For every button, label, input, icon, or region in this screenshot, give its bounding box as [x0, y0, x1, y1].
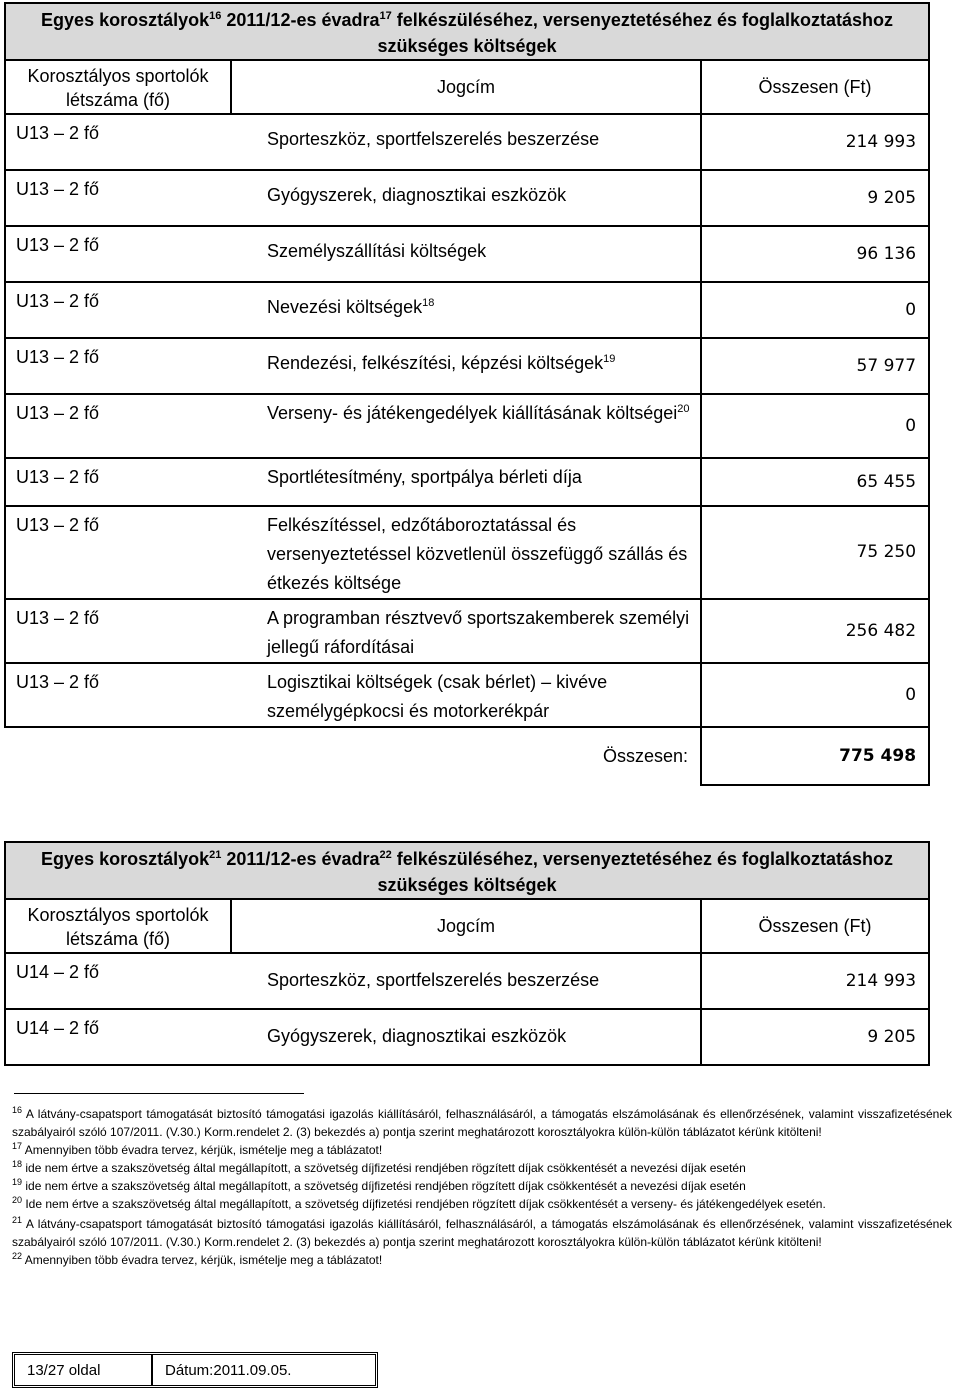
- row-jogcim: [231, 506, 701, 599]
- row-jogcim: [231, 170, 701, 226]
- row-jogcim-text: Gyógyszerek, diagnosztikai eszközök: [267, 1026, 567, 1046]
- row-total: 57 977: [701, 338, 929, 394]
- row-jogcim: [231, 1009, 701, 1065]
- footnote: [12, 1105, 952, 1141]
- row-jogcim: [231, 282, 701, 338]
- row-total: 256 482: [701, 599, 929, 663]
- table-row: [5, 226, 929, 282]
- row-jogcim-text: Sporteszköz, sportfelszerelés beszerzése: [267, 129, 600, 149]
- row-jogcim: [231, 458, 701, 506]
- row-category: U13 – 2 fő: [5, 338, 231, 394]
- row-category: U13 – 2 fő: [5, 282, 231, 338]
- row-category: U13 – 2 fő: [5, 506, 231, 599]
- row-jogcim: [231, 226, 701, 282]
- table-row: [5, 663, 929, 727]
- row-jogcim-text: Nevezési költségek: [267, 297, 423, 317]
- row-footnote-ref: 18: [422, 297, 435, 309]
- row-total: 96 136: [701, 226, 929, 282]
- row-category: U13 – 2 fő: [5, 599, 231, 663]
- row-jogcim: [231, 394, 701, 458]
- header-category: Korosztályos sportolók létszáma (fő): [5, 899, 231, 953]
- row-jogcim-text: Személyszállítási költségek: [267, 241, 487, 261]
- row-category: U14 – 2 fő: [5, 1009, 231, 1065]
- row-category: U13 – 2 fő: [5, 663, 231, 727]
- footnote-number: 19: [12, 1177, 23, 1187]
- footnote-text: Amennyiben több évadra tervez, kérjük, ismételje meg a táblázatot!: [22, 1253, 383, 1267]
- row-jogcim-text: Sportlétesítmény, sportpálya bérleti díja: [267, 467, 582, 487]
- row-total: 0: [701, 282, 929, 338]
- footnote-number: 17: [12, 1141, 23, 1151]
- row-jogcim: [231, 663, 701, 727]
- row-total: 9 205: [701, 170, 929, 226]
- table-row: [5, 282, 929, 338]
- table-row: [5, 338, 929, 394]
- table-row: [5, 394, 929, 458]
- row-jogcim-text: Sporteszköz, sportfelszerelés beszerzése: [267, 970, 600, 990]
- row-category: U13 – 2 fő: [5, 226, 231, 282]
- footnote-text: A látvány-csapatsport támogatását biztosító támogatási igazolás kiállításáról, felhasználásáról, a támogatás elszámolásának és ellenőrzésének, valamint visszafizetésének szabályairól szóló 107/2011. (V.30.) Korm.rendelet 2. (3) bekezdés a) pontja szerint meghatározott korosztályokra külön-külön táblázatot kérünk kitölteni!: [12, 1107, 952, 1139]
- table-row: [5, 599, 929, 663]
- footnote: [12, 1177, 952, 1195]
- table-row: [5, 953, 929, 1009]
- header-jogcim: Jogcím: [231, 899, 701, 953]
- footnote-text: ide nem értve a szakszövetség által megállapított, a szövetség díjfizetési rendjében rögzített díjak csökkentését a nevezési díjak esetén: [22, 1179, 746, 1193]
- sum-value: 775 498: [701, 727, 929, 785]
- footnotes: [12, 1105, 952, 1269]
- row-jogcim: [231, 114, 701, 170]
- footnote: [12, 1141, 952, 1159]
- row-total: 0: [701, 663, 929, 727]
- row-jogcim-text: Gyógyszerek, diagnosztikai eszközök: [267, 185, 567, 205]
- footnote-number: 22: [12, 1251, 23, 1261]
- row-total: 75 250: [701, 506, 929, 599]
- row-total: 65 455: [701, 458, 929, 506]
- row-jogcim: [231, 599, 701, 663]
- row-jogcim-text: Felkészítéssel, edzőtáboroztatással és versenyeztetéssel közvetlenül összefüggő szállás és étkezés költsége: [267, 515, 688, 593]
- row-jogcim-text: A programban résztvevő sportszakemberek személyi jellegű ráfordításai: [267, 608, 690, 657]
- sum-label: Összesen:: [231, 727, 701, 785]
- header-total: Összesen (Ft): [701, 899, 929, 953]
- footnote-text: A látvány-csapatsport támogatását biztosító támogatási igazolás kiállításáról, felhasználásáról, a támogatás elszámolásának és ellenőrzésének, valamint visszafizetésének szabályairól szóló 107/2011. (V.30.) Korm.rendelet 2. (3) bekezdés a) pontja szerint meghatározott korosztályokra külön-külön táblázatot kérünk kitölteni!: [12, 1217, 952, 1249]
- footnote: [12, 1195, 952, 1213]
- table-row: [5, 458, 929, 506]
- row-jogcim-text: Logisztikai költségek (csak bérlet) – kivéve személygépkocsi és motorkerékpár: [267, 672, 608, 721]
- footnote: [12, 1251, 952, 1269]
- header-total: Összesen (Ft): [701, 60, 929, 114]
- footnote: [12, 1159, 952, 1177]
- row-total: 9 205: [701, 1009, 929, 1065]
- row-category: U13 – 2 fő: [5, 114, 231, 170]
- row-total: 214 993: [701, 953, 929, 1009]
- table-row: [5, 1009, 929, 1065]
- table-title: Egyes korosztályok$^{21}$ 2011/12-es évadra$^{22}$ felkészüléséhez, versenyeztetéséhez és foglalkoztatáshoz szükséges költségek: [5, 842, 929, 899]
- page-number: 13/27 oldal: [15, 1355, 153, 1385]
- row-category: U14 – 2 fő: [5, 953, 231, 1009]
- page-date: Dátum:2011.09.05.: [165, 1361, 292, 1379]
- table-row: [5, 170, 929, 226]
- footnote-number: 20: [12, 1195, 23, 1205]
- footnote-number: 21: [12, 1215, 23, 1225]
- row-category: U13 – 2 fő: [5, 170, 231, 226]
- row-jogcim: [231, 953, 701, 1009]
- footnote-number: 18: [12, 1159, 23, 1169]
- footnote-text: Amennyiben több évadra tervez, kérjük, ismételje meg a táblázatot!: [22, 1143, 383, 1157]
- table-title: Egyes korosztályok$^{16}$ 2011/12-es évadra$^{17}$ felkészüléséhez, versenyeztetéséhez és foglalkoztatáshoz szükséges költségek: [5, 3, 929, 60]
- page-footer-box: [12, 1352, 378, 1388]
- row-footnote-ref: 20: [677, 403, 690, 415]
- footnote-text: ide nem értve a szakszövetség által megállapított, a szövetség díjfizetési rendjében rögzített díjak csökkentését a nevezési díjak esetén: [22, 1161, 746, 1175]
- row-footnote-ref: 19: [603, 353, 616, 365]
- row-category: U13 – 2 fő: [5, 394, 231, 458]
- footnote-text: Ide nem értve a szakszövetség által megállapított, a szövetség díjfizetési rendjében rögzített díjak csökkentését a verseny- és játékengedélyek esetén.: [22, 1197, 826, 1211]
- row-jogcim: [231, 338, 701, 394]
- table-row: [5, 506, 929, 599]
- footnote-number: 16: [12, 1105, 23, 1115]
- table-row: [5, 114, 929, 170]
- header-category: Korosztályos sportolók létszáma (fő): [5, 60, 231, 114]
- row-jogcim-text: Verseny- és játékengedélyek kiállításának költségei: [267, 403, 678, 423]
- footnote-separator: [14, 1093, 304, 1094]
- footnote: [12, 1215, 952, 1251]
- row-total: 0: [701, 394, 929, 458]
- row-jogcim-text: Rendezési, felkészítési, képzési költségek: [267, 353, 604, 373]
- cost-table-u14: [4, 841, 930, 1066]
- header-jogcim: Jogcím: [231, 60, 701, 114]
- row-category: U13 – 2 fő: [5, 458, 231, 506]
- cost-table-u13: [4, 2, 930, 786]
- row-total: 214 993: [701, 114, 929, 170]
